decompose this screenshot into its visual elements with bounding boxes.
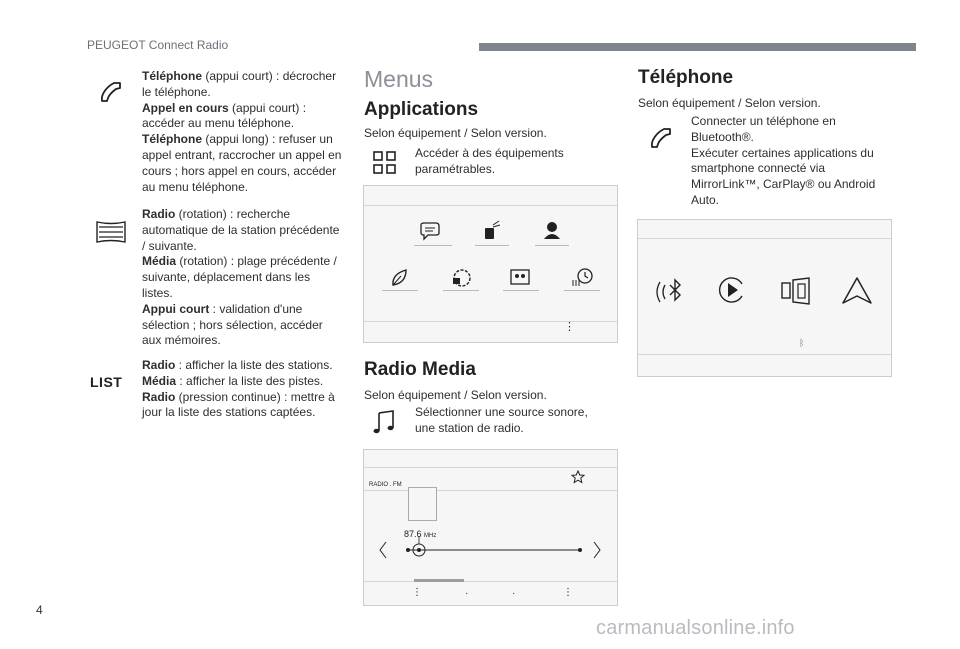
telephone-intro: Selon équipement / Selon version. — [638, 96, 821, 110]
dot-icon: · — [465, 588, 469, 599]
list-description: Radio : afficher la liste des stations. Média : afficher la liste des pistes. Radio (pression continue) : mettre à jour la liste des stations captées. — [142, 358, 335, 420]
applications-screen — [363, 185, 618, 343]
radio-media-heading: Radio Media — [364, 359, 476, 380]
telephone-heading: Téléphone — [638, 67, 734, 88]
phone-icon — [648, 126, 676, 150]
more-dots-icon: ⋮ — [412, 587, 422, 598]
term: Téléphone — [142, 132, 203, 147]
messages-icon — [419, 221, 441, 241]
mirrorlink-icon — [779, 276, 813, 306]
profile-icon — [541, 219, 563, 241]
star-icon — [571, 470, 585, 484]
play-icon — [716, 274, 748, 306]
list-button-label: LIST — [90, 374, 123, 390]
header-bar — [479, 43, 916, 51]
radio-screen — [363, 449, 618, 606]
more-dots-icon: ⋮ — [563, 587, 573, 598]
radio-media-description: Sélectionner une source sonore, une station de radio. — [415, 405, 588, 435]
frequency-slider[interactable] — [378, 536, 602, 566]
term: Radio — [142, 389, 176, 404]
telephone-description: Connecter un téléphone en Bluetooth®. Exécuter certaines applications du smartphone connecté via MirrorLink™, CarPlay® ou Android Auto. — [691, 114, 876, 207]
menus-title: Menus — [364, 66, 434, 92]
bluetooth-icon — [652, 274, 692, 310]
term: Média — [142, 254, 177, 269]
page-number: 4 — [36, 603, 43, 617]
applications-description: Accéder à des équipements paramétrables. — [415, 146, 564, 176]
phone-button-description: Téléphone (appui court) : décrocher le téléphone. Appel en cours (appui court) : accéder au menu téléphone. Téléphone (appui long) : refuser un appel entrant, raccrocher un appel en cours ; hors appel en cours, accéder au menu téléphone. — [142, 69, 342, 194]
contacts-icon — [509, 268, 531, 286]
frequency-value: 87.6 MHz — [404, 529, 437, 539]
telephone-screen — [637, 219, 892, 377]
watermark: carmanualsonline.info — [596, 617, 795, 639]
rotary-description: Radio (rotation) : recherche automatique de la station précédente / suivante. Média (rotation) : plage précédente / suivante, déplacement dans les listes. Appui court : validation d'une sélection ; hors sélection, accéder aux mémoires. — [142, 207, 340, 348]
term: Téléphone — [142, 69, 203, 83]
eco-leaf-icon — [388, 266, 410, 288]
bluetooth-status-icon: ᛒ — [799, 338, 805, 348]
applications-intro: Selon équipement / Selon version. — [364, 126, 547, 140]
android-auto-icon — [841, 276, 873, 306]
phone-icon — [98, 80, 126, 104]
clock-heat-icon — [570, 266, 594, 288]
term: Radio — [142, 358, 176, 372]
applications-grid-icon — [372, 150, 398, 176]
music-note-icon — [372, 409, 396, 435]
page-header-title: PEUGEOT Connect Radio — [87, 38, 229, 52]
applications-heading: Applications — [364, 99, 479, 120]
active-tab-indicator — [414, 579, 464, 582]
previous-station-icon — [380, 542, 386, 558]
station-artwork — [408, 487, 437, 521]
term: Média — [142, 373, 177, 388]
rotary-knob-icon — [95, 220, 127, 244]
more-dots-icon: ⋮ — [564, 321, 575, 333]
next-station-icon — [594, 542, 600, 558]
term: Radio — [142, 207, 176, 221]
dot-icon: · — [512, 588, 516, 599]
settings-gauge-icon — [450, 266, 472, 288]
band-label: RADIO . FM — [369, 482, 402, 488]
radio-media-intro: Selon équipement / Selon version. — [364, 388, 547, 402]
sensor-icon — [482, 219, 502, 241]
term: Appel en cours — [142, 100, 229, 115]
term: Appui court — [142, 301, 210, 316]
